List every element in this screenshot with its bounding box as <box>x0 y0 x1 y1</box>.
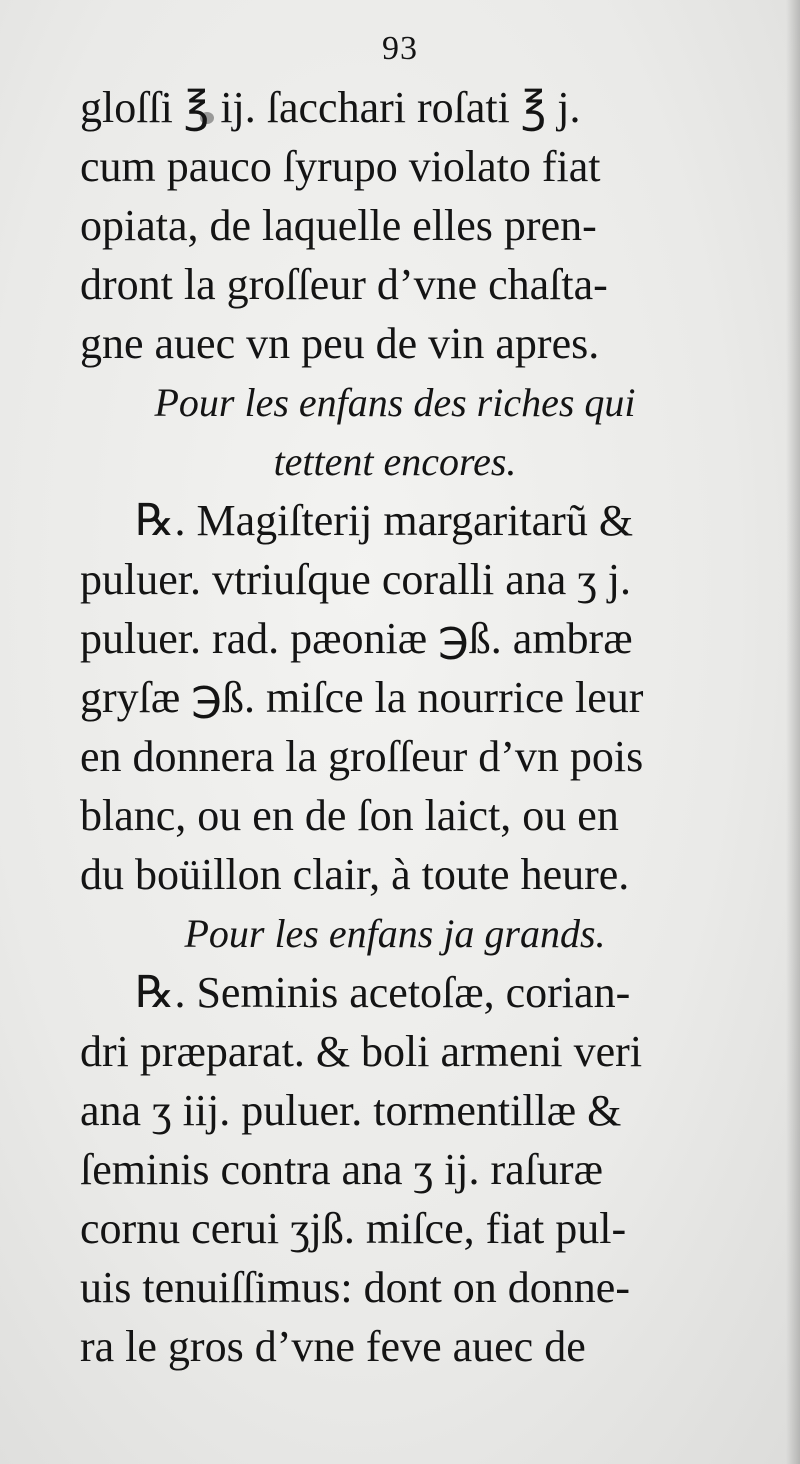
text-line: uis tenuiſſimus: dont on donne- <box>80 1263 630 1312</box>
text-line: gryſæ ℈ß. miſce la nourrice leur <box>80 673 644 722</box>
text-line: dront la groſſeur d’vne chaſta- <box>80 260 608 309</box>
text-line: blanc, ou en de ſon laict, ou en <box>80 791 619 840</box>
text-line: gne auec vn peu de vin apres. <box>80 319 600 368</box>
text-line: puluer. vtriuſque coralli ana ʒ j. <box>80 555 632 604</box>
text-line: ana ʒ iij. puluer. tormentillæ & <box>80 1086 622 1135</box>
page-text <box>80 78 710 1376</box>
text-line: cornu cerui ʒjß. miſce, fiat pul- <box>80 1204 627 1253</box>
text-line: cum pauco ſyrupo violato fiat <box>80 142 601 191</box>
text-line: puluer. rad. pæoniæ ℈ß. ambræ <box>80 614 633 663</box>
text-line: du boüillon clair, à toute heure. <box>80 850 630 899</box>
text-line: opiata, de laquelle elles pren- <box>80 201 597 250</box>
section-heading: Pour les enfans des riches qui <box>154 380 636 425</box>
section-heading: tettent encores. <box>273 439 517 484</box>
text-line: ſeminis contra ana ʒ ij. raſuræ <box>80 1145 603 1194</box>
section-heading: Pour les enfans ja grands. <box>184 911 606 956</box>
text-line: ra le gros d’vne feve auec de <box>80 1322 586 1371</box>
text-line: en donnera la groſſeur d’vn pois <box>80 732 644 781</box>
page-number: 93 <box>382 30 418 67</box>
text-line: dri præparat. & boli armeni veri <box>80 1027 643 1076</box>
recipe-start-line: ℞. Magiſterij margaritarũ & <box>135 496 634 545</box>
recipe-start-line: ℞. Seminis acetoſæ, corian- <box>135 968 631 1017</box>
text-line: gloſſi ℥ ij. ſacchari roſati ℥ j. <box>80 83 581 132</box>
